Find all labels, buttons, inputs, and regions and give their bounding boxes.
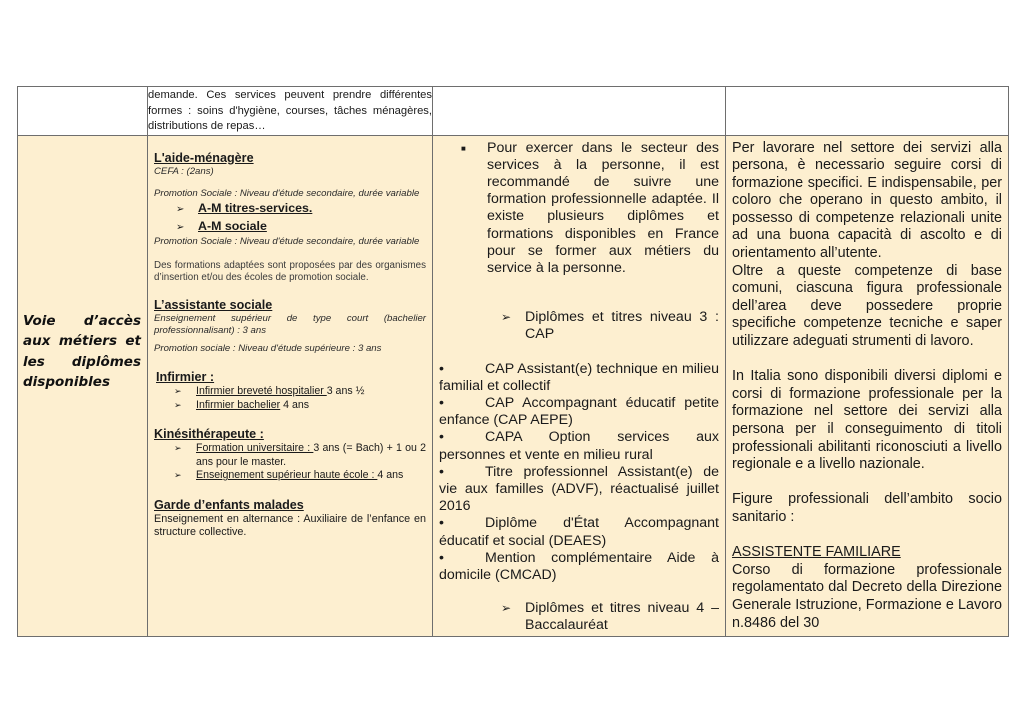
cell-france-continuation — [433, 87, 726, 136]
comparison-table — [17, 86, 1009, 637]
france-intro: ■ Pour exercer dans le secteur des services à la personne, il est recommandé de suivre une formation professionnelle adaptée. Il existe plusieurs diplômes et formations disponibles en France pour se former aux métiers du service à la personne. — [461, 139, 719, 276]
cell-france — [433, 135, 726, 636]
row-header-cell — [18, 135, 148, 636]
italy-paragraph-2: Oltre a queste competenze di base comuni, ciascuna figura professionale dell’area deve possedere proprie specifiche competenze tecniche e saper utilizzare adeguati strumenti di lavoro. — [732, 262, 1002, 350]
aide-menagere-promo2: Promotion Sociale : Niveau d'étude secondaire, durée variable — [154, 235, 420, 247]
arrow-bullet-icon: ➢ — [176, 221, 185, 233]
arrow-bullet-icon: ➢ — [174, 470, 182, 481]
italy-heading-assistente: ASSISTENTE FAMILIARE — [732, 544, 901, 561]
dot-bullet-icon: • — [439, 360, 444, 377]
dot-bullet-icon: • — [439, 463, 444, 480]
arrow-bullet-icon: ➢ — [501, 601, 512, 616]
assistante-sociale-title: L’assistante sociale — [154, 298, 273, 313]
france-level3-item: • Titre professionnel Assistant(e) de vie aux familles (ADVF), réactualisé juillet 2016 — [439, 463, 719, 515]
dot-bullet-icon: • — [439, 429, 444, 446]
aide-menagere-sub2: ➢ A-M sociale — [176, 218, 426, 236]
france-level3-list — [439, 361, 719, 585]
arrow-bullet-icon: ➢ — [501, 310, 512, 325]
aide-menagere-sub1: ➢ A-M titres-services. — [176, 200, 426, 218]
cell-italy — [726, 135, 1009, 636]
aide-menagere-title: L'aide-ménagère — [154, 150, 254, 165]
services-description: demande. Ces services peuvent prendre différentes formes : soins d'hygiène, courses, tâches ménagères, distributions de repas… — [148, 89, 432, 132]
infirmier-title: Infirmier : — [156, 370, 215, 385]
kine-item: ➢ Enseignement supérieur haute école : 4 ans — [174, 469, 404, 482]
infirmier-item: ➢ Infirmier breveté hospitalier 3 ans ½ — [174, 385, 365, 398]
dot-bullet-icon: • — [439, 515, 444, 532]
arrow-bullet-icon: ➢ — [174, 386, 182, 397]
cell-italy-continuation — [726, 87, 1009, 136]
table-row-access-paths — [18, 135, 1009, 636]
italy-paragraph-1: Per lavorare nel settore dei servizi alla persona, è necessario seguire corsi di formazione specifici. E indispensabile, per coloro che operano in questo ambito, il possesso di competenze relazionali unite ad una buona capacità di ascolto e di orientamento all’utente. — [732, 139, 1002, 262]
cell-belgium-continuation — [148, 87, 433, 136]
aide-menagere-promo1: Promotion Sociale : Niveau d'étude secondaire, durée variable — [154, 187, 420, 199]
arrow-bullet-icon: ➢ — [174, 399, 182, 410]
assistante-sociale-line2: Promotion sociale : Niveau d'étude supérieure : 3 ans — [154, 343, 382, 355]
france-level3-item: • Mention complémentaire Aide à domicile (CMCAD) — [439, 549, 719, 583]
italy-paragraph-4: Figure professionali dell’ambito socio sanitario : — [732, 491, 1002, 525]
aide-menagere-note: Des formations adaptées sont proposées par des organismes d’insertion et/ou des écoles de promotion sociale. — [154, 259, 426, 284]
kine-item: ➢ Formation universitaire : 3 ans (= Bach) + 1 ou 2 ans pour le master. — [174, 442, 426, 468]
kine-title: Kinésithérapeute : — [154, 427, 264, 442]
france-level3-item: • CAPA Option services aux personnes et vente en milieu rural — [439, 429, 719, 463]
row-header: Voie d’accès aux métiers et les diplômes disponibles — [23, 312, 141, 390]
cell-belgium — [148, 135, 433, 636]
dot-bullet-icon: • — [439, 549, 444, 566]
france-level3-item: • Diplôme d'État Accompagnant éducatif et social (DEAES) — [439, 515, 719, 549]
dot-bullet-icon: • — [439, 394, 444, 411]
italy-paragraph-3: In Italia sono disponibili diversi diplomi e corsi di formazione professionale per la formazione nel settore dei servizi alla persona per il conseguimento di titoli professionali abilitanti riconosciuti a livello regionale e a livello nazionale. — [732, 368, 1002, 473]
square-bullet-icon: ■ — [461, 143, 466, 153]
arrow-bullet-icon: ➢ — [174, 443, 182, 454]
france-level3-item: • CAP Accompagnant éducatif petite enfance (CAP AEPE) — [439, 394, 719, 429]
garde-text: Enseignement en alternance : Auxiliaire de l’enfance en structure collective. — [154, 512, 426, 539]
garde-title: Garde d’enfants malades — [154, 497, 304, 512]
assistante-sociale-line1: Enseignement supérieur de type court (bachelier professionnalisant) : 3 ans — [154, 313, 426, 337]
france-level3-title: ➢ Diplômes et titres niveau 3 : CAP — [501, 309, 719, 343]
france-level3-item: • CAP Assistant(e) technique en milieu familial et collectif — [439, 360, 719, 394]
italy-paragraph-5: Corso di formazione professionale regolamentato dal Decreto della Direzione Generale Istruzione, Formazione e Lavoro n.8486 del 30 — [732, 561, 1002, 631]
france-level4-title: ➢ Diplômes et titres niveau 4 – Baccalauréat — [501, 600, 719, 634]
table-row-continuation — [18, 87, 1009, 136]
cell-empty-header — [18, 87, 148, 136]
infirmier-item: ➢ Infirmier bachelier 4 ans — [174, 398, 310, 411]
arrow-bullet-icon: ➢ — [176, 203, 185, 215]
aide-menagere-cefa: CEFA : (2ans) — [154, 165, 214, 177]
